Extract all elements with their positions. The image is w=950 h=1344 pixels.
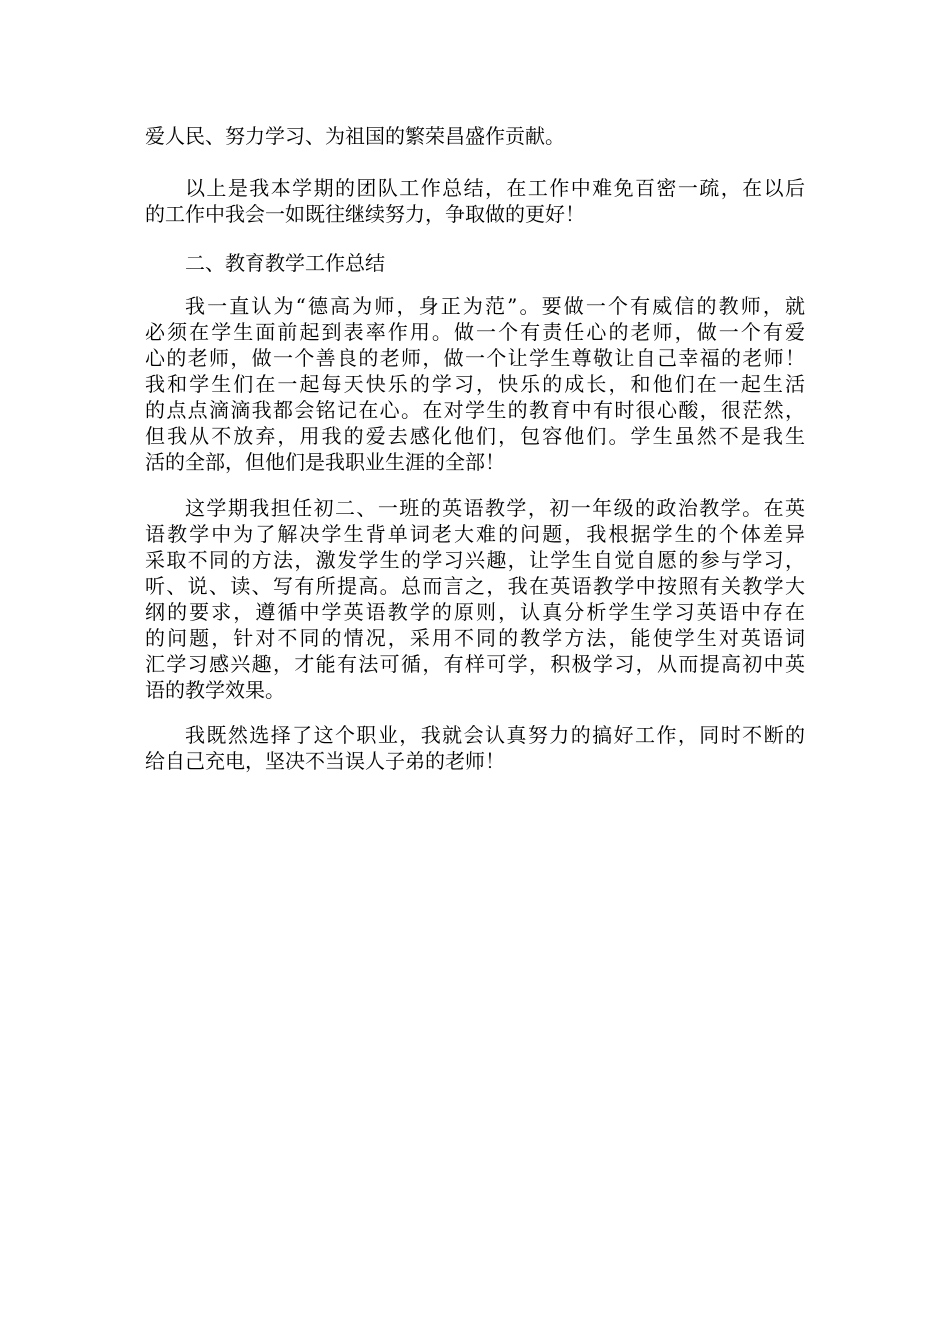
- paragraph-line: 语的教学效果。: [145, 678, 285, 702]
- paragraph-line: 的问题，针对不同的情况，采用不同的教学方法，能使学生对英语词: [145, 626, 805, 650]
- paragraph-line: 语教学中为了解决学生背单词老大难的问题，我根据学生的个体差异: [145, 522, 805, 546]
- paragraph-line: 采取不同的方法，激发学生的学习兴趣，让学生自觉自愿的参与学习，: [145, 548, 805, 572]
- paragraph-english-teaching: [145, 495, 805, 703]
- paragraph-line: 听、说、读、写有所提高。总而言之，我在英语教学中按照有关教学大: [145, 574, 805, 598]
- paragraph-continuation: [145, 123, 805, 149]
- paragraph-line: 纲的要求，遵循中学英语教学的原则，认真分析学生学习英语中存在: [145, 600, 805, 624]
- paragraph-line: 汇学习感兴趣，才能有法可循，有样可学，积极学习，从而提高初中英: [145, 652, 805, 676]
- section-heading: [145, 250, 805, 276]
- paragraph-line: 爱人民、努力学习、为祖国的繁荣昌盛作贡献。: [145, 124, 565, 148]
- paragraph-line: 我和学生们在一起每天快乐的学习，快乐的成长，和他们在一起生活: [145, 372, 805, 396]
- paragraph-line: 的工作中我会一如既往继续努力，争取做的更好！: [145, 202, 585, 226]
- paragraph-teacher-ethics: [145, 293, 805, 475]
- paragraph-line: 我既然选择了这个职业，我就会认真努力的搞好工作，同时不断的: [185, 723, 805, 747]
- paragraph-line: 以上是我本学期的团队工作总结，在工作中难免百密一疏，在以后: [185, 176, 805, 200]
- paragraph-line: 给自己充电，坚决不当误人子弟的老师！: [145, 749, 505, 773]
- paragraph-line: 的点点滴滴我都会铭记在心。在对学生的教育中有时很心酸，很茫然，: [145, 398, 805, 422]
- paragraph-team-work-summary: [145, 175, 805, 227]
- paragraph-line: 这学期我担任初二、一班的英语教学，初一年级的政治教学。在英: [185, 496, 805, 520]
- paragraph-line: 活的全部，但他们是我职业生涯的全部！: [145, 450, 505, 474]
- paragraph-line: 但我从不放弃，用我的爱去感化他们，包容他们。学生虽然不是我生: [145, 424, 805, 448]
- paragraph-career-commitment: [145, 722, 805, 774]
- section-heading-text: 二、教育教学工作总结: [185, 251, 385, 275]
- paragraph-line: 心的老师，做一个善良的老师，做一个让学生尊敬让自己幸福的老师！: [145, 346, 805, 370]
- paragraph-line: 必须在学生面前起到表率作用。做一个有责任心的老师，做一个有爱: [145, 320, 805, 344]
- paragraph-line: 我一直认为“德高为师，身正为范”。要做一个有威信的教师，就: [185, 294, 805, 318]
